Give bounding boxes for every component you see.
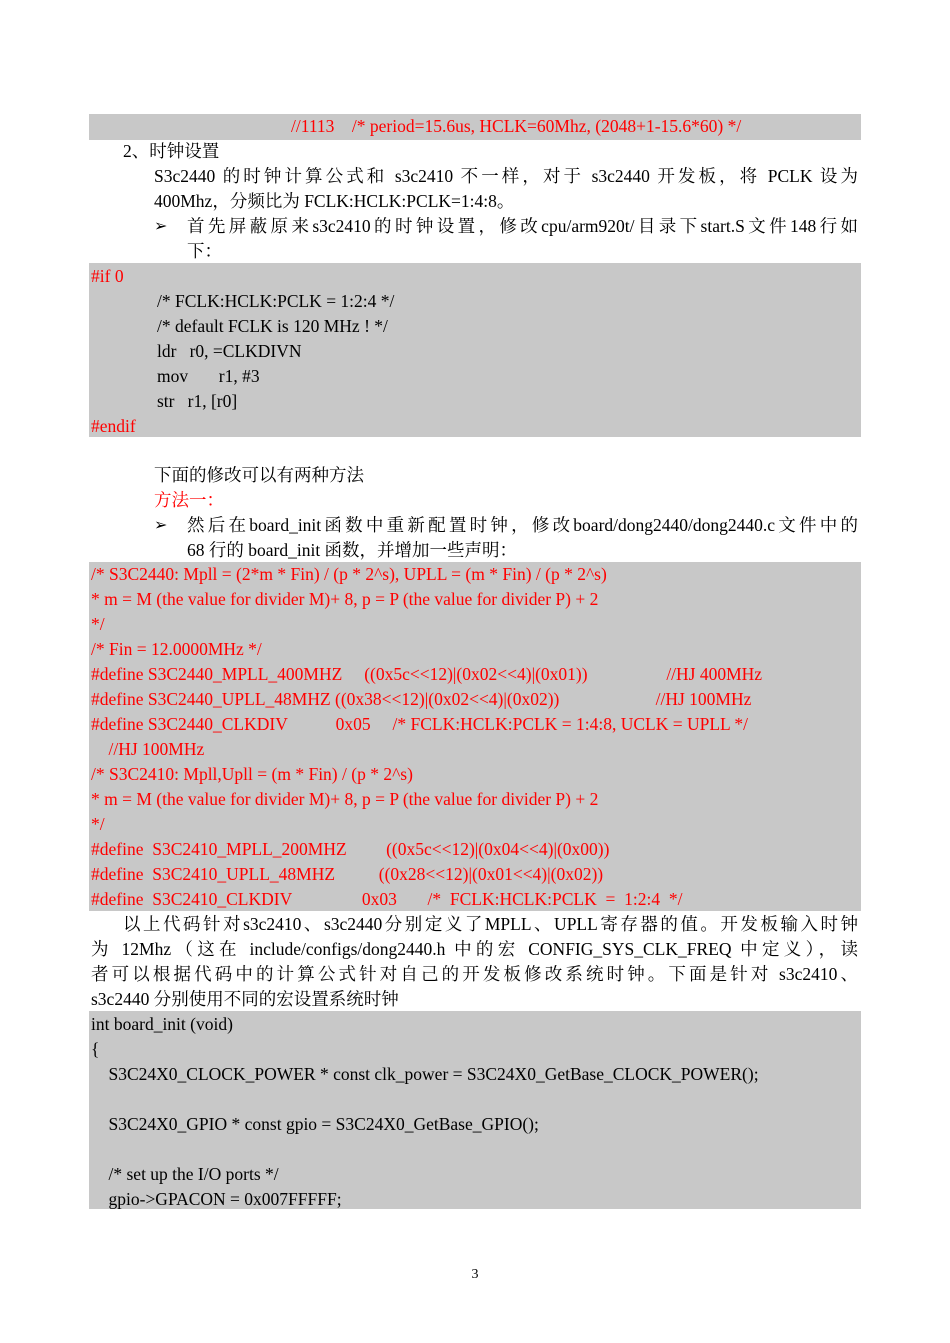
code-line: /* set up the I/O ports */: [91, 1164, 279, 1184]
code-line: /* S3C2440: Mpll = (2*m * Fin) / (p * 2^s), UPLL = (m * Fin) / (p * 2^s): [91, 564, 607, 584]
code-line: int board_init (void): [91, 1014, 233, 1034]
code-line: * m = M (the value for divider M)+ 8, p = P (the value for divider P) + 2: [91, 589, 599, 609]
page-number: 3: [471, 1267, 479, 1282]
bullet-text-line: 68 行的 board_init 函数，并增加一些声明：: [187, 540, 518, 560]
code-line: * m = M (the value for divider M)+ 8, p = P (the value for divider P) + 2: [91, 789, 599, 809]
paragraph-line: 400Mhz，分频比为 FCLK:HCLK:PCLK=1:4:8。: [154, 191, 515, 211]
method-heading: 方法一：: [154, 490, 224, 510]
code-line: ldr r0, =CLKDIVN: [157, 341, 302, 361]
code-line: */: [91, 614, 105, 634]
code-line: S3C24X0_GPIO * const gpio = S3C24X0_GetBase_GPIO();: [91, 1114, 539, 1134]
code-line: #define S3C2440_CLKDIV 0x05 /* FCLK:HCLK:PCLK = 1:4:8, UCLK = UPLL */: [91, 714, 749, 734]
code-line: //1113 /* period=15.6us, HCLK=60Mhz, (2048+1-15.6*60) */: [291, 116, 742, 136]
code-line: /* FCLK:HCLK:PCLK = 1:2:4 */: [157, 291, 395, 311]
code-directive: #if 0: [91, 266, 124, 286]
code-directive: #endif: [91, 416, 136, 436]
code-line: gpio->GPACON = 0x007FFFFF;: [91, 1189, 342, 1209]
bullet-icon: ➢: [154, 218, 168, 235]
code-line: #define S3C2440_UPLL_48MHZ ((0x38<<12)|(0x02<<4)|(0x02)) //HJ 100MHz: [91, 689, 752, 709]
code-line: {: [91, 1039, 100, 1059]
code-line: #define S3C2410_MPLL_200MHZ ((0x5c<<12)|(0x04<<4)|(0x00)): [91, 839, 610, 859]
paragraph-line: 为 12Mhz（这在 include/configs/dong2440.h 中的宏 CONFIG_SYS_CLK_FREQ 中定义），读: [91, 939, 858, 959]
bullet-text-line: 首先屏蔽原来s3c2410的时钟设置，修改cpu/arm920t/目录下start.S文件148行如: [187, 216, 858, 236]
paragraph-line: 下面的修改可以有两种方法: [154, 465, 364, 485]
bullet-text-line: 下：: [187, 241, 222, 261]
code-line: #define S3C2410_CLKDIV 0x03 /* FCLK:HCLK:PCLK = 1:2:4 */: [91, 889, 683, 909]
bullet-text-line: 然后在board_init函数中重新配置时钟，修改board/dong2440/dong2440.c文件中的: [187, 515, 858, 535]
code-line: #define S3C2410_UPLL_48MHZ ((0x28<<12)|(0x01<<4)|(0x02)): [91, 864, 604, 884]
paragraph-line: s3c2440 分别使用不同的宏设置系统时钟: [91, 989, 399, 1009]
code-line: /* Fin = 12.0000MHz */: [91, 639, 262, 659]
code-line: */: [91, 814, 105, 834]
code-line: str r1, [r0]: [157, 391, 238, 411]
section-heading: 2、时钟设置: [123, 141, 220, 161]
code-line: #define S3C2440_MPLL_400MHZ ((0x5c<<12)|(0x02<<4)|(0x01)) //HJ 400MHz: [91, 664, 763, 684]
code-line: //HJ 100MHz: [91, 739, 205, 759]
paragraph-line: 者可以根据代码中的计算公式针对自己的开发板修改系统时钟。下面是针对 s3c2410、: [91, 964, 858, 984]
code-line: /* S3C2410: Mpll,Upll = (m * Fin) / (p * 2^s): [91, 764, 413, 784]
code-line: mov r1, #3: [157, 366, 260, 386]
code-line: S3C24X0_CLOCK_POWER * const clk_power = S3C24X0_GetBase_CLOCK_POWER();: [91, 1064, 759, 1084]
paragraph-line: 以上代码针对s3c2410、s3c2440分别定义了MPLL、UPLL寄存器的值。开发板输入时钟: [123, 914, 858, 934]
bullet-icon: ➢: [154, 517, 168, 534]
paragraph-line: S3c2440 的时钟计算公式和 s3c2410 不一样，对于 s3c2440 开发板，将 PCLK 设为: [154, 166, 858, 186]
code-line: /* default FCLK is 120 MHz ! */: [157, 316, 388, 336]
